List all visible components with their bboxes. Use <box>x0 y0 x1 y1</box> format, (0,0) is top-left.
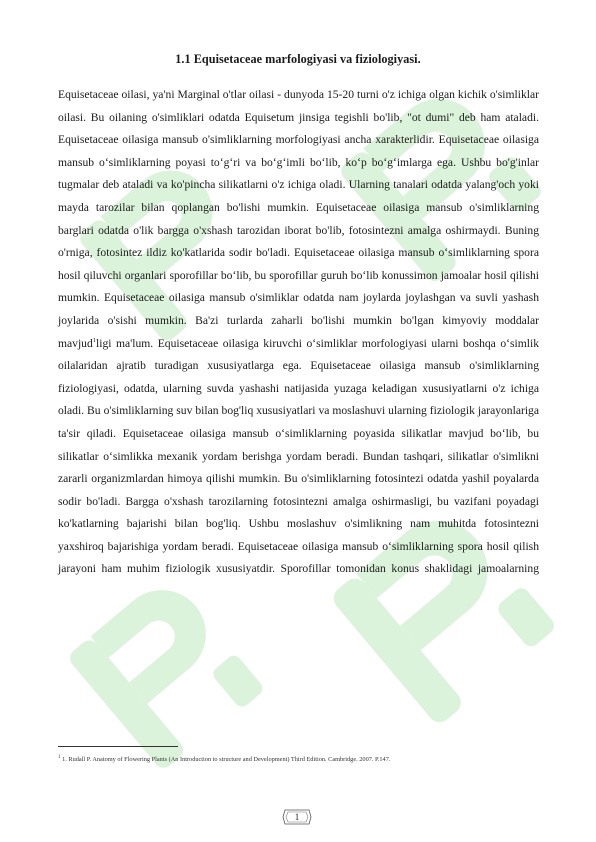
page-number: 1 <box>294 812 300 822</box>
footnote-divider <box>58 746 178 747</box>
footnote <box>58 753 540 764</box>
footnote-marker: 1 <box>58 755 61 760</box>
body-text-part-1: Equisetaceae oilasi, ya'ni Marginal o'tlar oilasi - dunyoda 15-20 turni o'z ichiga olgan kichik o'simliklar oilasi. Bu oilaning o'simliklari odatda Equisetum jinsiga tegishli bo'lib, "ot dumi" deb ham ataladi. Equisetaceae oilasiga mansub o'simliklarning morfologiyasi ancha xarakterlidir. Equisetaceae oilasiga mansub o‘simliklarning poyasi to‘g‘ri va bo‘g‘imli bo‘lib, ko‘p bo‘g‘imlarga ega. Ushbu bo'g'inlar tugmalar deb ataladi va ko'pincha silikatlarni o'z ichiga oladi. Ularning tanalari odatda yalang'och yoki mayda tarozilar bilan qoplangan bo'lishi mumkin. Equisetaceae oilasiga mansub o'simliklarning barglari odatda o'lik bargga o'xshash tarozidan iborat bo'lib, fotosintezni amalga oshirmaydi. Buning o'rniga, fotosintez ildiz ko'katlarida sodir bo'ladi. Equisetaceae oilasiga mansub o‘simliklarning spora hosil qiluvchi organlari sporofillar bo‘lib, bu sporofillar guruh bo‘lib konussimon jamoalar hosil qilishi mumkin. Equisetaceae oilasiga mansub o'simliklar odatda nam joylarda joylashgan va suvli yashash joylarida o'sishi mumkin. Ba'zi turlarda zaharli bo'lishi mumkin bo'lgan kimyoviy moddalar mavjud <box>58 88 539 350</box>
body-text-part-2: ligi ma'lum. Equisetaceae oilasiga kiruvchi o‘simliklar morfologiyasi ularni boshqa o‘simlik oilalaridan ajratib turadigan xususiyatlarga ega. Equisetaceae oilasiga mansub o'simliklarning fiziologiyasi, odatda, ularning suvda yashashi natijasida yuzaga keladigan xususiyatlarni o'z ichiga oladi. Bu o'simliklarning suv bilan bog'liq xususiyatlari va moslashuvi ularning fiziologik jarayonlariga ta'sir qiladi. Equisetaceae oilasiga mansub o‘simliklarning poyasida silikatlar mavjud bo‘lib, bu silikatlar o‘simlikka mexanik yordam berishga yordam beradi. Bundan tashqari, silikatlar o'simlikni zararli organizmlardan himoya qilishi mumkin. Bu o'simliklarning fotosintezi odatda yashil poyalarda sodir bo'ladi. Barggа o'xshash tarozilarning fotosintezni amalga oshirmasligi, bu vazifani poyadagi ko'katlarning bajarishi bilan bog'liq. Ushbu moslashuv o'simlikning nam muhitda fotosintezni yaxshiroq bajarishiga yordam beradi. Equisetaceae oilasiga mansub o‘simliklarning spora hosil qilish jarayoni ham muhim fiziologik xususiyatdir. Sporofillar tomonidan konus shaklidagi jamoalarning <box>58 336 539 576</box>
body-paragraph <box>58 84 539 581</box>
section-title: 1.1 Equisetaceae marfologiyasi va fiziologiyasi. <box>175 52 421 66</box>
footnote-reference[interactable]: 1 <box>92 336 97 344</box>
footnote-text: 1. Rudall P. Anatomy of Flowering Plants (An Introduction to structure and Development) Third Edition. Cambridge. 2007. P.147. <box>62 756 391 764</box>
page-number-badge <box>282 806 312 828</box>
